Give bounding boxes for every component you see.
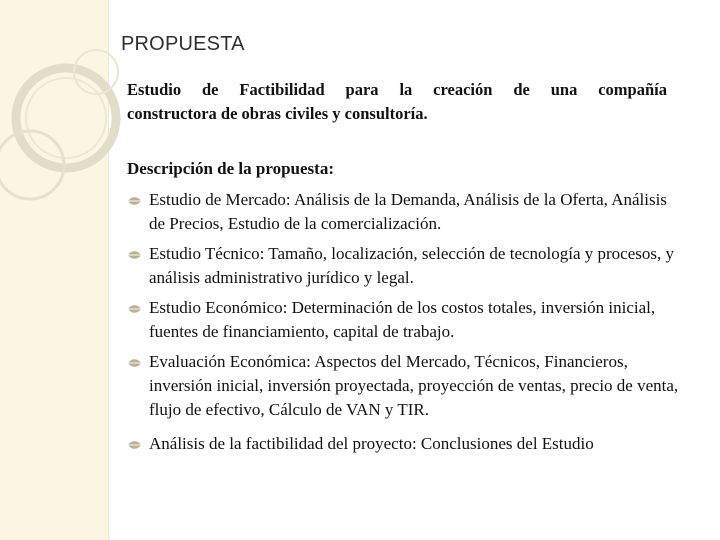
subtitle-word: una xyxy=(550,80,578,99)
subtitle-word: de xyxy=(513,80,530,99)
subtitle-word: para xyxy=(345,80,379,99)
subtitle-line1 xyxy=(127,78,667,102)
leaf-bullet-icon xyxy=(127,196,142,206)
list-item xyxy=(127,242,679,290)
proposal-subtitle xyxy=(127,78,667,126)
list-item-text: Estudio de Mercado: Análisis de la Demanda, Análisis de la Oferta, Análisis de Precios, Estudio de la comercialización. xyxy=(149,190,667,233)
list-item-text: Estudio Económico: Determinación de los costos totales, inversión inicial, fuentes de financiamiento, capital de trabajo. xyxy=(149,298,656,341)
decorative-rings-icon xyxy=(0,0,140,230)
list-item xyxy=(127,350,679,422)
leaf-bullet-icon xyxy=(127,304,142,314)
list-item-text: Evaluación Económica: Aspectos del Mercado, Técnicos, Financieros, inversión inicial, inversión proyectada, proyección de ventas, precio de venta, flujo de efectivo, Cálculo de VAN y TIR. xyxy=(149,352,679,419)
subtitle-word: la xyxy=(399,80,413,99)
section-heading: Descripción de la propuesta: xyxy=(127,159,334,178)
proposal-list xyxy=(127,188,679,462)
list-item-text: Estudio Técnico: Tamaño, localización, selección de tecnología y procesos, y análisis administrativo jurídico y legal. xyxy=(149,244,675,287)
list-item xyxy=(127,188,679,236)
leaf-bullet-icon xyxy=(127,250,142,260)
page-title: PROPUESTA xyxy=(121,33,245,55)
list-item-text: Análisis de la factibilidad del proyecto: Conclusiones del Estudio xyxy=(149,434,594,453)
subtitle-word: Estudio xyxy=(127,80,182,99)
subtitle-word: Factibilidad xyxy=(239,80,325,99)
subtitle-word: compañía xyxy=(598,80,667,99)
subtitle-line2: constructora de obras civiles y consultoría. xyxy=(127,104,428,123)
subtitle-word: de xyxy=(202,80,219,99)
subtitle-word: creación xyxy=(433,80,493,99)
list-item xyxy=(127,432,679,456)
leaf-bullet-icon xyxy=(127,440,142,450)
list-item xyxy=(127,296,679,344)
leaf-bullet-icon xyxy=(127,358,142,368)
